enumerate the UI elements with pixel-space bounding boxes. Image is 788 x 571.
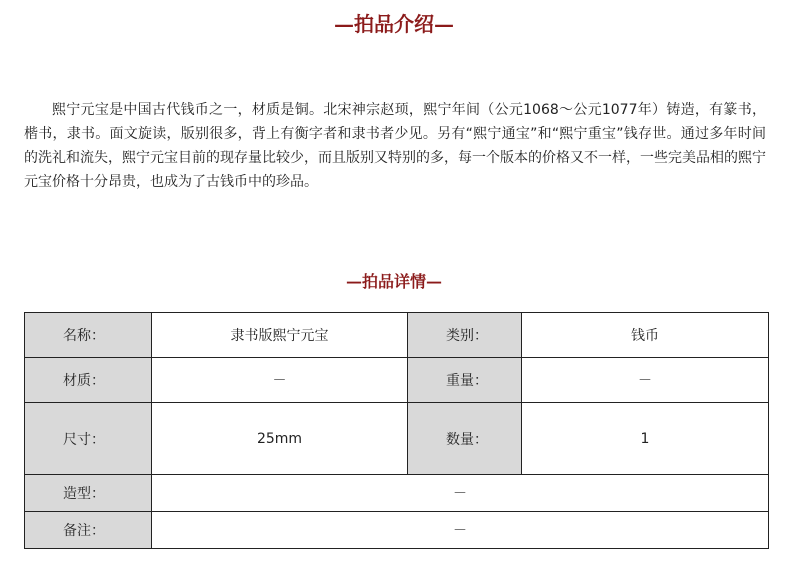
quantity-label: 数量：: [408, 403, 522, 475]
name-value: 隶书版熙宁元宝: [152, 313, 408, 358]
intro-section-title: —拍品介绍—: [334, 12, 454, 36]
details-row-shape: [25, 475, 769, 512]
details-table: [24, 312, 769, 549]
size-label: 尺寸：: [25, 403, 152, 475]
details-row-remarks: [25, 512, 769, 549]
weight-value: －: [522, 358, 769, 403]
remarks-value: －: [152, 512, 769, 549]
quantity-value: 1: [522, 403, 769, 475]
category-value: 钱币: [522, 313, 769, 358]
material-label: 材质：: [25, 358, 152, 403]
details-section-title: —拍品详情—: [345, 272, 442, 291]
details-row-name: [25, 313, 769, 358]
intro-paragraph: 熙宁元宝是中国古代钱币之一，材质是铜。北宋神宗赵顼，熙宁年间（公元1068～公元1077年）铸造，有篆书，楷书，隶书。面文旋读，版别很多，背上有衡字者和隶书者少见。另有“熙宁通宝”和“熙宁重宝”钱存世。通过多年时间的洗礼和流失，熙宁元宝目前的现存量比较少，而且版别又特别的多，每一个版本的价格又不一样，一些完美品相的熙宁元宝价格十分昂贵，也成为了古钱币中的珍品。: [24, 102, 766, 190]
shape-value: －: [152, 475, 769, 512]
category-label: 类别：: [408, 313, 522, 358]
size-value: 25mm: [152, 403, 408, 475]
details-row-material: [25, 358, 769, 403]
weight-label: 重量：: [408, 358, 522, 403]
name-label: 名称：: [25, 313, 152, 358]
details-row-size: [25, 403, 769, 475]
remarks-label: 备注：: [25, 512, 152, 549]
shape-label: 造型：: [25, 475, 152, 512]
material-value: －: [152, 358, 408, 403]
